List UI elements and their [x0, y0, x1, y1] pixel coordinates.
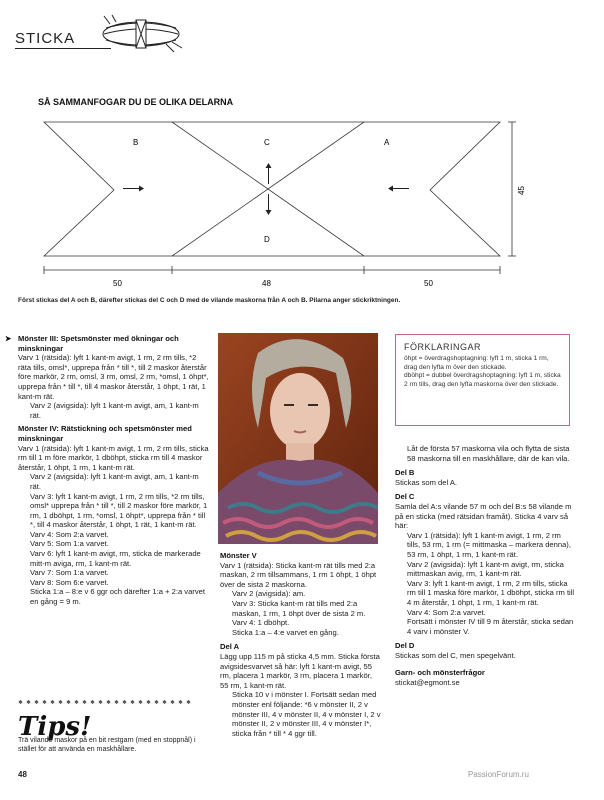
paragraph: Varv 3: Sticka kant-m rät tills med 2:a maskan, 1 rm, 1 öhpt över de sista 2 m.: [232, 598, 366, 618]
model-photo: [218, 333, 378, 544]
paragraph: Varv 1 (rätsida): lyft 1 kant-m avigt, 1 rm, 2 rm tills, 53 rm, 1 rm (= mittmaska – markera denna), 53 rm, 1 öhpt, 1 rm, 1 kant-m rät.: [407, 530, 571, 559]
diagram-heading: SÅ SAMMANFOGAR DU DE OLIKA DELARNA: [38, 97, 234, 107]
assembly-diagram: [0, 0, 604, 300]
explanation-dbohpt: dböhpt = dubbel överdragshoptagning: lyft 1 m, sticka 2 rm tills, drag den lyfta maskorna över den stickade.: [404, 372, 561, 388]
dim-left: 50: [113, 279, 122, 288]
diagram-caption: Först stickas del A och B, därefter stickas del C och D med de vilande maskorna från A och B. Pilarna anger stickriktningen.: [18, 297, 401, 304]
arrow-right-icon: [123, 186, 144, 192]
column-2: [220, 551, 382, 738]
arrow-down-icon: [266, 194, 272, 215]
pattern-v-heading: Mönster V: [220, 551, 257, 560]
column-3: [395, 444, 575, 688]
tips-title: Tips!: [18, 712, 92, 742]
paragraph: Varv 3: lyft 1 kant-m avigt, 1 rm, 2 rm tills, sticka rm till 1 maska före markör, 1 dböhpt, sticka rm till 4 m återstår, 1 öhpt, 1 rm, 1 kant-m rät.: [407, 578, 575, 607]
label-c: C: [264, 138, 270, 147]
dim-right: 50: [424, 279, 433, 288]
paragraph: Sticka 1:a – 4:e varvet en gång.: [232, 627, 339, 637]
paragraph: Stickas som del A.: [395, 477, 458, 487]
paragraph: Varv 2 (avigsida): am.: [232, 589, 306, 599]
pointer-icon: ➤: [5, 334, 12, 343]
arrow-left-icon: [388, 186, 409, 192]
paragraph: Varv 4: 1 dböhpt.: [232, 618, 290, 628]
paragraph: Varv 1 (rätsida): Sticka kant-m rät tills med 2:a maskan, 2 rm tillsammans, 1 rm 1 öhpt, 1 öhpt över de sista 2 maskorna.: [220, 560, 377, 589]
paragraph: Låt de första 57 maskorna vila och flytta de sista 58 maskorna till en maskhållare, där de kan vila.: [407, 444, 570, 463]
explanation-ohpt: öhpt = överdragshoptagning: lyft 1 m, sticka 1 rm, drag den lyfta m över den stickade.: [404, 355, 549, 371]
paragraph: Samla del A:s vilande 57 m och del B:s 58 vilande m på en sticka (med rätsidan framåt). Sticka 4 varv så här:: [395, 501, 572, 531]
part-b-heading: Del B: [395, 468, 415, 478]
paragraph: Lägg upp 115 m på sticka 4,5 mm. Sticka första avigsidesvarvet så här: lyft 1 kant-m avigt, 55 rm, placera 1 markör, 3 rm, placera 1 markör, 55 rm, 1 kant-m rät.: [220, 651, 380, 690]
paragraph: Varv 4: Som 2:a varvet.: [30, 529, 109, 539]
paragraph: Varv 4: Som 2:a varvet.: [407, 607, 486, 617]
dim-middle: 48: [262, 279, 271, 288]
label-a: A: [384, 138, 390, 147]
dim-height: 45: [517, 186, 526, 195]
paragraph: Varv 1 (rätsida): lyft 1 kant-m avigt, 1 rm, 2 rm tills, sticka rm till 1 m före markör, 1 dböhpt, sticka rm till 4 maskor återstår, 1 öhpt, 1 rm, 1 kant-m rät.: [18, 443, 209, 472]
paragraph: Varv 3: lyft 1 kant-m avigt, 1 rm, 2 rm tills, *2 rm tills, omsl* upprepa från * till *, till 2 maskor före markör, 1 rm, 1 dböhpt, 1 rm, *omsl, 1 öhpt*, upprepa från * till *, till 4 maskor återstår, 1 öhpt, 1 rät, 1 kant-m rät.: [30, 491, 208, 530]
pattern-iii-heading: ➤ Mönster III: Spetsmönster med ökningar och minskningar: [5, 334, 179, 353]
paragraph: Varv 2 (avigsida): lyft 1 kant-m avigt, rm, sticka mittmaskan avig, rm, 1 kant-m rät.: [407, 559, 564, 579]
paragraph: Varv 7: Som 1:a varvet.: [30, 568, 109, 578]
part-d-heading: Del D: [395, 641, 415, 651]
panel-outline: [44, 122, 500, 256]
contact-heading: Garn- och mönsterfrågor: [395, 668, 485, 678]
paragraph: Varv 6: lyft 1 kant-m avigt, rm, sticka de markerade mitt-m aviga, rm, 1 kant-m rät.: [30, 549, 201, 568]
pattern-iv-heading: Mönster IV: Rätstickning och spetsmönster med minskningar: [18, 424, 192, 443]
paragraph: Varv 2 (avigsida): lyft 1 kant-m avigt, am, 1 kant-m rät.: [30, 472, 199, 491]
paragraph: Varv 2 (avigsida): lyft 1 kant-m avigt, am, 1 kant-m rät.: [30, 401, 199, 420]
paragraph: Fortsätt i mönster IV till 9 m återstår, sticka sedan 4 varv i mönster V.: [407, 617, 574, 636]
column-1: [5, 334, 210, 607]
label-d: D: [264, 235, 270, 244]
page-number: 48: [18, 770, 27, 779]
label-b: B: [133, 138, 139, 147]
paragraph: Varv 5: Som 1:a varvet.: [30, 539, 109, 549]
watermark: PassionForum.ru: [468, 770, 529, 779]
tips-text: Trä vilande maskor på en bit restgarn (med en stoppnål) i stället för att använda en maskhållare.: [18, 737, 196, 753]
arrow-up-icon: [266, 163, 272, 184]
part-c-heading: Del C: [395, 492, 415, 502]
section-label: STICKA: [15, 30, 76, 47]
paragraph: Varv 1 (rätsida): lyft 1 kant-m avigt, 1 rm, 2 rm tills, *2 räta tills, omsl*, upprepa från * till *, till 2 maskor återstår före markör, 2 rm, omsl, 3 rm, omsl, 2 rm, *omsl, 1 öhpt*, upprepa från * till *, till 4 maskor återstår, 1 öhpt, 1 rät, 1 kant-m rät.: [18, 353, 209, 401]
explanations-title: FÖRKLARINGAR: [404, 342, 482, 352]
diamond-divider: [18, 700, 198, 704]
paragraph: Stickas som del C, men spegelvänt.: [395, 650, 516, 660]
explanations-box: [395, 334, 570, 426]
paragraph: Sticka 1:a – 8:e v 6 ggr och därefter 1:a + 2:a varvet en gång = 9 m.: [30, 587, 205, 607]
paragraph: Varv 8: Som 6:e varvet.: [30, 577, 109, 587]
part-a-heading: Del A: [220, 642, 240, 652]
contact-email[interactable]: stickat@egmont.se: [395, 678, 460, 688]
paragraph: Sticka 10 v i mönster I. Fortsätt sedan med mönster enl följande: *6 v mönster II, 2 v mönster III, 4 v mönster II, 4 v mönster I, 2 v mönster II, 2 v mönster III, 4 v mönster I*, sticka från * till * 4 ggr till.: [232, 690, 381, 738]
